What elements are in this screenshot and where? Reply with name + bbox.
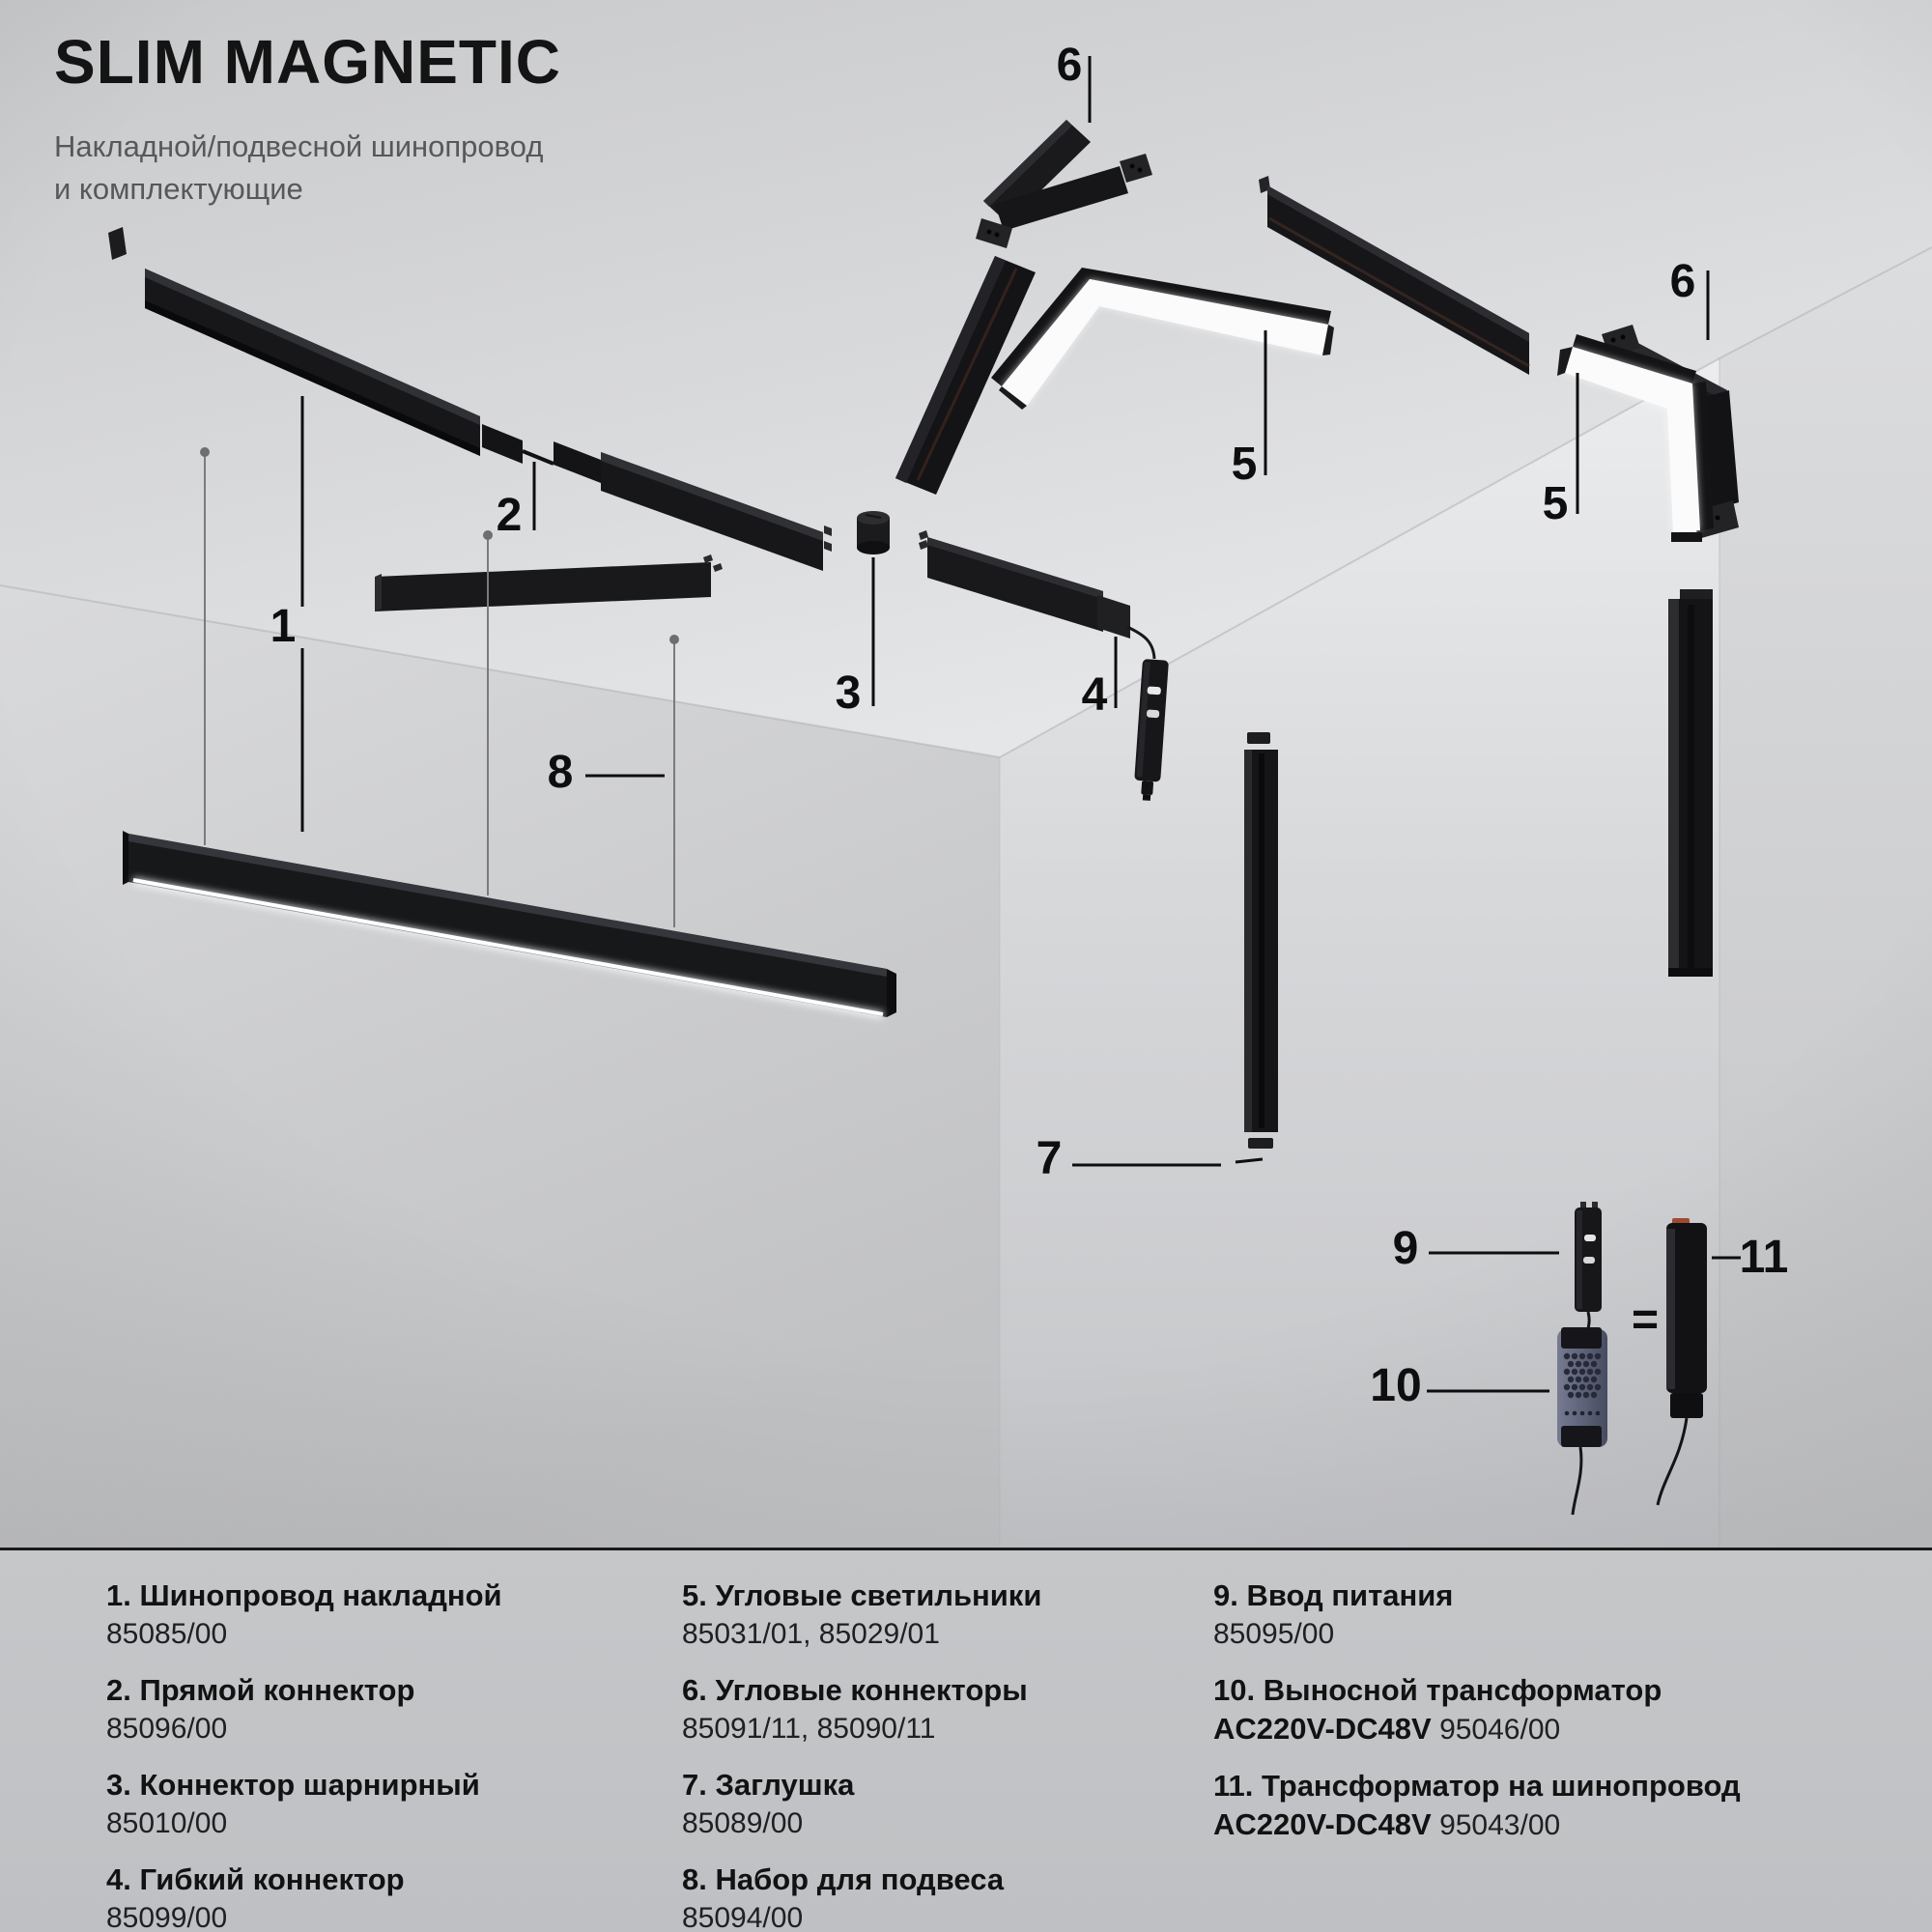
callout-number-1: 1 [270, 601, 297, 652]
legend-item-voltage: AC220V-DC48V [1213, 1807, 1432, 1841]
callout-number-4: 4 [1081, 669, 1108, 721]
legend-item-code: 85095/00 [1213, 1618, 1335, 1650]
callout-number-10: 10 [1370, 1360, 1422, 1411]
callout-number-5-center: 5 [1231, 439, 1258, 490]
legend-item-code: 85085/00 [106, 1618, 228, 1650]
legend-item-5 [682, 1579, 1041, 1651]
legend-item-code: 85031/01, 85029/01 [682, 1618, 940, 1650]
subtitle-line-2: и комплектующие [54, 172, 303, 206]
legend-item-code-value: 95046/00 [1439, 1714, 1561, 1746]
end-cap-piece [1248, 1138, 1273, 1149]
legend-item-title: 4. Гибкий коннектор [106, 1862, 405, 1896]
page-title: SLIM MAGNETIC [54, 27, 561, 97]
legend-item-6 [682, 1674, 1041, 1746]
legend-item-code: 85094/00 [682, 1902, 804, 1932]
wall-track-center [1244, 732, 1278, 1149]
legend-item-title: 1. Шинопровод накладной [106, 1578, 502, 1612]
legend-item-9 [1213, 1579, 1741, 1651]
legend-item-title: 3. Коннектор шарнирный [106, 1768, 480, 1802]
legend-item-code [1213, 1808, 1741, 1842]
legend-item-title: 11. Трансформатор на шинопровод [1213, 1769, 1741, 1803]
legend [0, 1548, 1932, 1932]
wall-track-right [1668, 589, 1713, 977]
legend-item-code: 85091/11, 85090/11 [682, 1713, 936, 1745]
legend-item-1 [106, 1579, 502, 1651]
legend-item-title: 10. Выносной трансформатор [1213, 1673, 1662, 1707]
legend-item-10 [1213, 1674, 1741, 1747]
legend-column-3 [1213, 1579, 1741, 1865]
callout-number-6-right: 6 [1669, 256, 1696, 307]
legend-item-code: 85010/00 [106, 1807, 228, 1839]
header [54, 27, 561, 211]
legend-item-code [1213, 1713, 1741, 1747]
legend-item-8 [682, 1863, 1041, 1932]
legend-item-4 [106, 1863, 502, 1932]
callout-number-11: 11 [1739, 1232, 1789, 1283]
power-feed-device [1575, 1202, 1602, 1329]
legend-item-title: 5. Угловые светильники [682, 1578, 1042, 1612]
legend-column-2 [682, 1579, 1041, 1932]
legend-item-code: 85089/00 [682, 1807, 804, 1839]
callout-number-3: 3 [835, 668, 862, 719]
legend-item-code: 85099/00 [106, 1902, 228, 1932]
legend-item-code: 85096/00 [106, 1713, 228, 1745]
legend-item-code-value: 95043/00 [1439, 1809, 1561, 1841]
subtitle-line-1: Накладной/подвесной шинопровод [54, 129, 544, 163]
legend-column-1 [106, 1579, 502, 1932]
legend-item-3 [106, 1769, 502, 1840]
legend-item-title: 2. Прямой коннектор [106, 1673, 415, 1707]
legend-item-title: 8. Набор для подвеса [682, 1862, 1005, 1896]
callout-number-2: 2 [496, 490, 523, 541]
legend-item-2 [106, 1674, 502, 1746]
callout-number-8: 8 [547, 747, 574, 798]
legend-item-voltage: AC220V-DC48V [1213, 1712, 1432, 1746]
callout-number-6-top: 6 [1056, 40, 1083, 91]
legend-item-7 [682, 1769, 1041, 1840]
legend-item-title: 9. Ввод питания [1213, 1578, 1454, 1612]
legend-item-11 [1213, 1770, 1741, 1842]
callout-number-5-right: 5 [1542, 478, 1569, 529]
page-subtitle [54, 126, 561, 211]
legend-item-title: 6. Угловые коннекторы [682, 1673, 1028, 1707]
equals-sign: = [1631, 1294, 1660, 1346]
hinge-connector [857, 511, 890, 554]
callout-number-7: 7 [1036, 1133, 1063, 1184]
callout-number-9: 9 [1392, 1223, 1419, 1274]
legend-item-title: 7. Заглушка [682, 1768, 855, 1802]
